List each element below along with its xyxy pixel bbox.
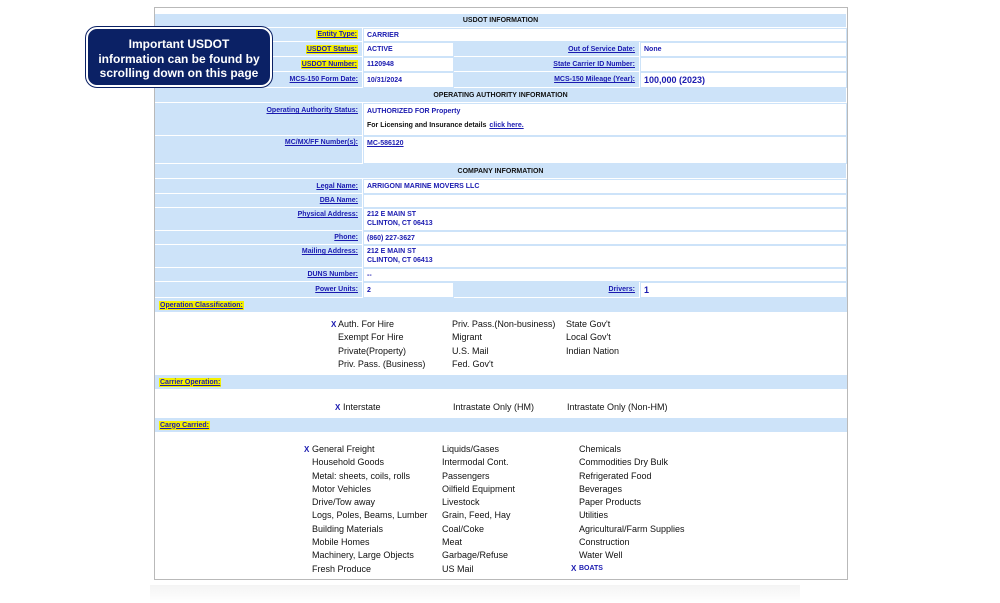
authority-status-label: Operating Authority Status: bbox=[155, 103, 363, 136]
cargo-item: Building Materials bbox=[312, 524, 384, 534]
cargo-item: Grain, Feed, Hay bbox=[442, 510, 511, 520]
drivers-label: Drivers: bbox=[454, 282, 640, 298]
physical-address-label: Physical Address: bbox=[155, 208, 363, 231]
dba-row bbox=[155, 194, 847, 208]
state-carrier-id-label: State Carrier ID Number: bbox=[454, 57, 640, 72]
out-of-service-label: Out of Service Date: bbox=[454, 42, 640, 57]
duns-row bbox=[155, 268, 847, 282]
carrier-op-item: Interstate bbox=[343, 402, 381, 412]
cargo-carried-bar bbox=[155, 418, 847, 432]
carrier-op-item: Intrastate Only (Non-HM) bbox=[567, 402, 668, 412]
cargo-item: General Freight bbox=[312, 444, 375, 454]
physical-address-row bbox=[155, 208, 847, 231]
mc-number-label: MC/MX/FF Number(s): bbox=[155, 136, 363, 164]
authority-section-title: OPERATING AUTHORITY INFORMATION bbox=[155, 88, 847, 103]
cargo-item: Oilfield Equipment bbox=[442, 484, 516, 494]
usdot-status-label: USDOT Status: bbox=[155, 42, 363, 57]
cargo-item-boats: BOATS bbox=[579, 565, 603, 572]
cargo-item: Water Well bbox=[579, 550, 623, 560]
physical-address-value bbox=[363, 208, 847, 231]
mcs150-date-value: 10/31/2024 bbox=[363, 72, 454, 88]
entity-type-value: CARRIER bbox=[363, 28, 847, 42]
authority-section-header bbox=[155, 88, 847, 103]
duns-label: DUNS Number: bbox=[155, 268, 363, 282]
phone-row bbox=[155, 231, 847, 245]
phone-value: (860) 227-3627 bbox=[363, 231, 847, 245]
usdot-number-value: 1120948 bbox=[363, 57, 454, 72]
legal-name-value: ARRIGONI MARINE MOVERS LLC bbox=[363, 179, 847, 194]
usdot-section-title: USDOT INFORMATION bbox=[155, 14, 847, 28]
state-carrier-id-value bbox=[640, 57, 847, 72]
authority-status-value: AUTHORIZED FOR Property bbox=[367, 108, 461, 115]
callout-line-3: scrolling down on this page bbox=[99, 66, 259, 80]
auth-for-hire-check: X bbox=[331, 320, 337, 329]
licensing-text: For Licensing and Insurance details bbox=[367, 122, 487, 129]
operation-classification-title: Operation Classification: bbox=[160, 301, 243, 309]
physical-address-line1: 212 E MAIN ST bbox=[367, 211, 417, 218]
mcs150-mileage-value: 100,000 (2023) bbox=[640, 72, 847, 88]
cargo-item: Construction bbox=[579, 537, 630, 547]
carrier-operation-title: Carrier Operation: bbox=[160, 378, 221, 386]
cargo-item: Intermodal Cont. bbox=[442, 457, 509, 467]
op-class-item: Indian Nation bbox=[566, 346, 620, 356]
cargo-item: Paper Products bbox=[579, 497, 642, 507]
cargo-item: Chemicals bbox=[579, 444, 622, 454]
legal-name-label: Legal Name: bbox=[155, 179, 363, 194]
out-of-service-value: None bbox=[640, 42, 847, 57]
page-shadow bbox=[150, 585, 800, 603]
physical-address-line2: CLINTON, CT 06413 bbox=[367, 219, 433, 227]
authority-status-cell bbox=[363, 103, 847, 136]
interstate-check: X bbox=[335, 403, 341, 412]
op-class-item: Priv. Pass.(Non-business) bbox=[452, 319, 556, 329]
op-class-item: Priv. Pass. (Business) bbox=[338, 359, 426, 369]
cargo-item: Machinery, Large Objects bbox=[312, 550, 414, 560]
cargo-item: US Mail bbox=[442, 564, 474, 574]
power-units-row bbox=[155, 282, 847, 298]
cargo-carried-title: Cargo Carried: bbox=[160, 421, 210, 429]
mailing-address-line2: CLINTON, CT 06413 bbox=[367, 256, 433, 264]
cargo-item: Meat bbox=[442, 537, 463, 547]
usdot-section-header bbox=[155, 14, 847, 28]
cargo-item: Garbage/Refuse bbox=[442, 550, 509, 560]
cargo-item: Beverages bbox=[579, 484, 623, 494]
cargo-item: Agricultural/Farm Supplies bbox=[579, 524, 685, 534]
mcs150-mileage-label: MCS-150 Mileage (Year): bbox=[454, 72, 640, 88]
scroll-hint-callout bbox=[86, 27, 272, 87]
cargo-item: Motor Vehicles bbox=[312, 484, 372, 494]
drivers-value: 1 bbox=[640, 282, 847, 298]
duns-value: -- bbox=[363, 268, 847, 282]
entity-type-label: Entity Type: bbox=[155, 28, 363, 42]
general-freight-check: X bbox=[304, 445, 310, 454]
cargo-item: Fresh Produce bbox=[312, 564, 372, 574]
callout-line-2: information can be found by bbox=[98, 51, 260, 66]
mailing-address-label: Mailing Address: bbox=[155, 245, 363, 268]
phone-label: Phone: bbox=[155, 231, 363, 245]
power-units-label: Power Units: bbox=[155, 282, 363, 298]
op-class-item: Private(Property) bbox=[338, 346, 407, 356]
cargo-item: Livestock bbox=[442, 497, 480, 507]
licensing-link[interactable]: click here. bbox=[489, 122, 524, 129]
mc-number-value[interactable]: MC-586120 bbox=[363, 136, 847, 164]
usdot-status-value: ACTIVE bbox=[363, 42, 454, 57]
company-section-title: COMPANY INFORMATION bbox=[155, 164, 847, 179]
cargo-item: Refrigerated Food bbox=[579, 471, 652, 481]
cargo-item: Passengers bbox=[442, 471, 490, 481]
cargo-item: Drive/Tow away bbox=[312, 497, 376, 507]
carrier-op-item: Intrastate Only (HM) bbox=[453, 402, 535, 412]
callout-line-1: Important USDOT bbox=[128, 37, 230, 51]
op-class-item: Migrant bbox=[452, 332, 483, 342]
dba-label: DBA Name: bbox=[155, 194, 363, 208]
mailing-address-value bbox=[363, 245, 847, 268]
carrier-operation-bar bbox=[155, 375, 847, 389]
mailing-address-line1: 212 E MAIN ST bbox=[367, 248, 417, 255]
op-class-item: Auth. For Hire bbox=[338, 319, 395, 329]
cargo-item: Metal: sheets, coils, rolls bbox=[312, 471, 411, 481]
usdot-number-label: USDOT Number: bbox=[155, 57, 363, 72]
op-class-item: U.S. Mail bbox=[452, 346, 489, 356]
boats-check: X bbox=[571, 564, 577, 573]
cargo-item: Coal/Coke bbox=[442, 524, 485, 534]
cargo-item: Liquids/Gases bbox=[442, 444, 500, 454]
cargo-item: Mobile Homes bbox=[312, 537, 370, 547]
mcs150-date-label: MCS-150 Form Date: bbox=[155, 72, 363, 88]
op-class-item: Local Gov't bbox=[566, 332, 611, 342]
op-class-item: Exempt For Hire bbox=[338, 332, 404, 342]
power-units-value: 2 bbox=[363, 282, 454, 298]
cargo-item: Commodities Dry Bulk bbox=[579, 457, 669, 467]
authority-status-row bbox=[155, 103, 847, 136]
op-class-item: Fed. Gov't bbox=[452, 359, 494, 369]
cargo-item: Household Goods bbox=[312, 457, 385, 467]
legal-name-row bbox=[155, 179, 847, 194]
cargo-item: Logs, Poles, Beams, Lumber bbox=[312, 510, 428, 520]
op-class-item: State Gov't bbox=[566, 319, 611, 329]
cargo-item: Utilities bbox=[579, 510, 609, 520]
dba-value bbox=[363, 194, 847, 208]
operation-classification-bar bbox=[155, 298, 847, 312]
company-section-header bbox=[155, 164, 847, 179]
snapshot-frame bbox=[154, 7, 848, 580]
licensing-details bbox=[367, 122, 524, 129]
mailing-address-row bbox=[155, 245, 847, 268]
mc-number-row bbox=[155, 136, 847, 164]
